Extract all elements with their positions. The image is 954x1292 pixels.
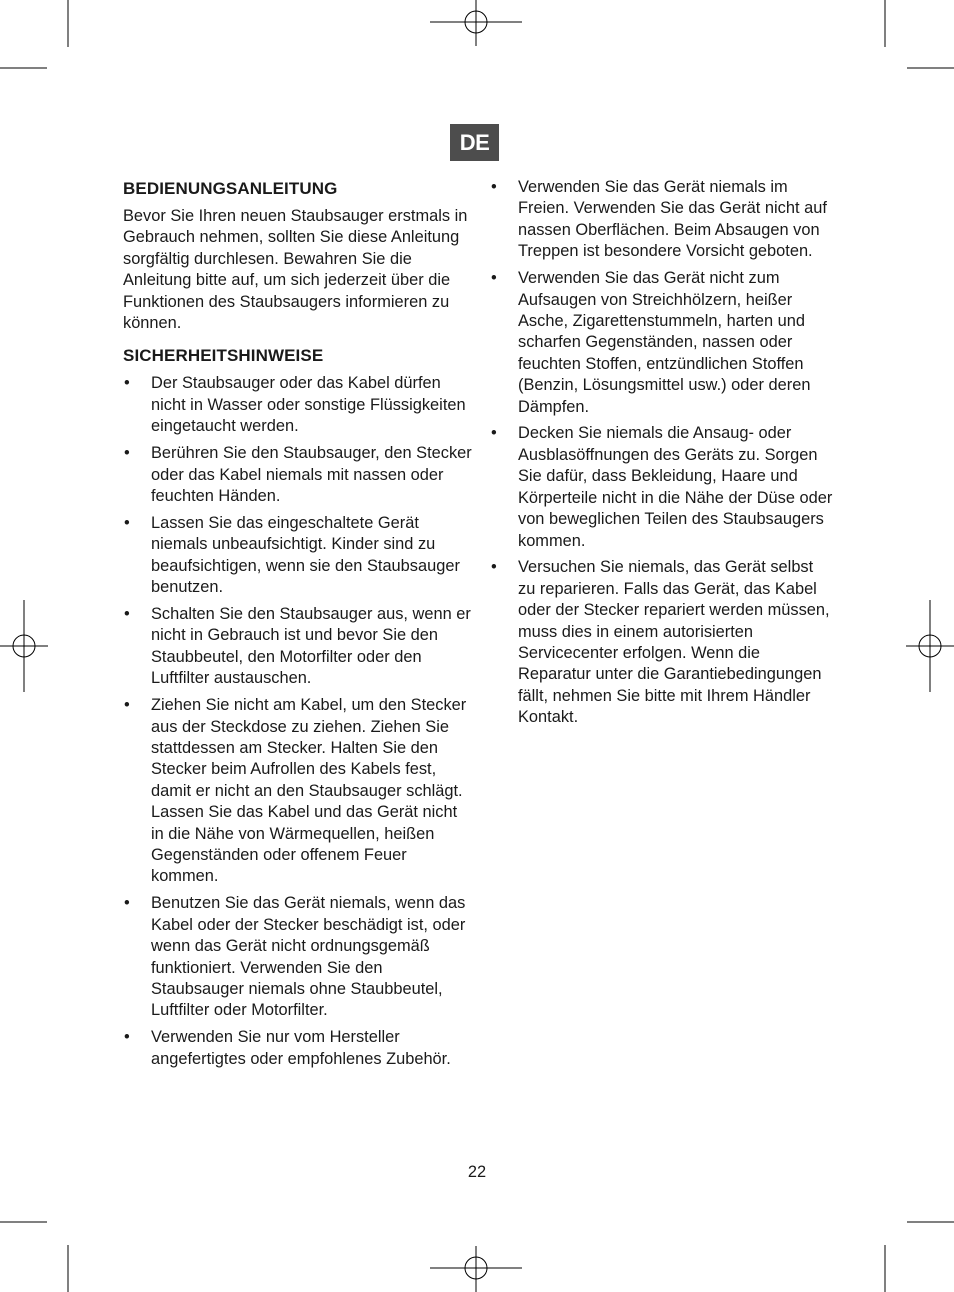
bullet-icon: • bbox=[491, 558, 497, 577]
bullet-icon: • bbox=[124, 894, 130, 913]
list-item-text: Der Staubsauger oder das Kabel dürfen nicht in Wasser oder sonstige Flüssigkeiten eingetaucht werden. bbox=[151, 374, 466, 436]
safety-list-right bbox=[490, 177, 835, 729]
list-item bbox=[123, 513, 473, 599]
intro-paragraph: Bevor Sie Ihren neuen Staubsauger erstmals in Gebrauch nehmen, sollten Sie diese Anleitung sorgfältig durchlesen. Bewahren Sie die Anleitung bitte auf, um sich jederzeit über die Funktionen des Staubsaugers informieren zu können. bbox=[123, 207, 468, 333]
heading-manual: BEDIENUNGSANLEITUNG bbox=[123, 179, 338, 198]
list-item bbox=[123, 695, 473, 888]
list-item-text: Lassen Sie das eingeschaltete Gerät niemals unbeaufsichtigt. Kinder sind zu beaufsichtigen, wenn sie den Staubsauger benutzen. bbox=[151, 513, 460, 597]
list-item-text: Verwenden Sie das Gerät niemals im Freien. Verwenden Sie das Gerät nicht auf nassen Oberflächen. Beim Absaugen von Treppen ist besondere Vorsicht geboten. bbox=[518, 178, 827, 261]
list-item bbox=[123, 443, 473, 507]
left-column bbox=[123, 176, 473, 1076]
registration-mark-right bbox=[906, 600, 954, 692]
bullet-icon: • bbox=[124, 1028, 130, 1047]
list-item bbox=[490, 177, 835, 263]
heading-safety: SICHERHEITSHINWEISE bbox=[123, 346, 324, 366]
bullet-icon: • bbox=[491, 424, 497, 443]
list-item-text: Schalten Sie den Staubsauger aus, wenn er nicht in Gebrauch ist und bevor Sie den Staubbeutel, den Motorfilter oder den Luftfilter austauschen. bbox=[151, 605, 471, 688]
bullet-icon: • bbox=[124, 605, 130, 623]
list-item-text: Berühren Sie den Staubsauger, den Stecker oder das Kabel niemals mit nassen oder feuchten Händen. bbox=[151, 444, 472, 505]
language-badge: DE bbox=[450, 124, 499, 161]
registration-mark-bottom bbox=[430, 1246, 522, 1292]
list-item bbox=[490, 423, 835, 551]
list-item-text: Ziehen Sie nicht am Kabel, um den Stecker aus der Steckdose zu ziehen. Ziehen Sie stattdessen am Stecker. Halten Sie den Stecker beim Aufrollen des Kabels fest, damit er nicht an den Staubsauger schlägt. Lassen Sie das Kabel und das Gerät nicht in die Nähe von Wärmequellen, heißen Gegenständen oder offenem Feuer kommen. bbox=[151, 696, 467, 886]
list-item bbox=[123, 1027, 473, 1070]
list-item bbox=[123, 604, 473, 690]
bullet-icon: • bbox=[491, 269, 497, 288]
bullet-icon: • bbox=[124, 444, 130, 463]
registration-mark-left bbox=[0, 600, 48, 692]
list-item-text: Decken Sie niemals die Ansaug- oder Ausblasöffnungen des Geräts zu. Sorgen Sie dafür, dass Bekleidung, Haare und Körperteile nicht in die Nähe der Düse oder von beweglichen Teilen des Staubsaugers kommen. bbox=[518, 424, 833, 550]
list-item bbox=[123, 373, 473, 437]
list-item-text: Benutzen Sie das Gerät niemals, wenn das Kabel oder der Stecker beschädigt ist, oder wenn das Gerät nicht ordnungsgemäß funktioniert. Verwenden Sie den Staubsauger niemals ohne Staubbeutel, Luftfilter oder Motorfilter. bbox=[151, 894, 466, 1020]
list-item bbox=[490, 557, 835, 728]
bullet-icon: • bbox=[124, 513, 130, 532]
list-item-text: Verwenden Sie nur vom Hersteller angefertigtes oder empfohlenes Zubehör. bbox=[151, 1028, 451, 1068]
safety-list-left bbox=[123, 373, 473, 1070]
bullet-icon: • bbox=[124, 374, 130, 393]
bullet-icon: • bbox=[124, 696, 130, 715]
list-item bbox=[123, 893, 473, 1021]
bullet-icon: • bbox=[491, 178, 497, 196]
list-item-text: Verwenden Sie das Gerät nicht zum Aufsaugen von Streichhölzern, heißer Asche, Zigarettenstummeln, harten und scharfen Gegenständen, nassen oder feuchten Stoffen, entzündlichen Stoffen (Benzin, Lösungsmittel usw.) oder deren Dämpfen. bbox=[518, 269, 811, 416]
registration-mark-top bbox=[430, 0, 522, 46]
list-item-text: Versuchen Sie niemals, das Gerät selbst zu reparieren. Falls das Gerät, das Kabel oder der Stecker repariert werden müssen, muss dies in einem autorisierten Servicecenter erfolgen. Wenn die Reparatur unter die Garantiebedingungen fällt, nehmen Sie bitte mit Ihrem Händler Kontakt. bbox=[518, 558, 830, 727]
list-item bbox=[490, 268, 835, 418]
page-number: 22 bbox=[467, 1163, 487, 1181]
right-column bbox=[490, 176, 835, 734]
